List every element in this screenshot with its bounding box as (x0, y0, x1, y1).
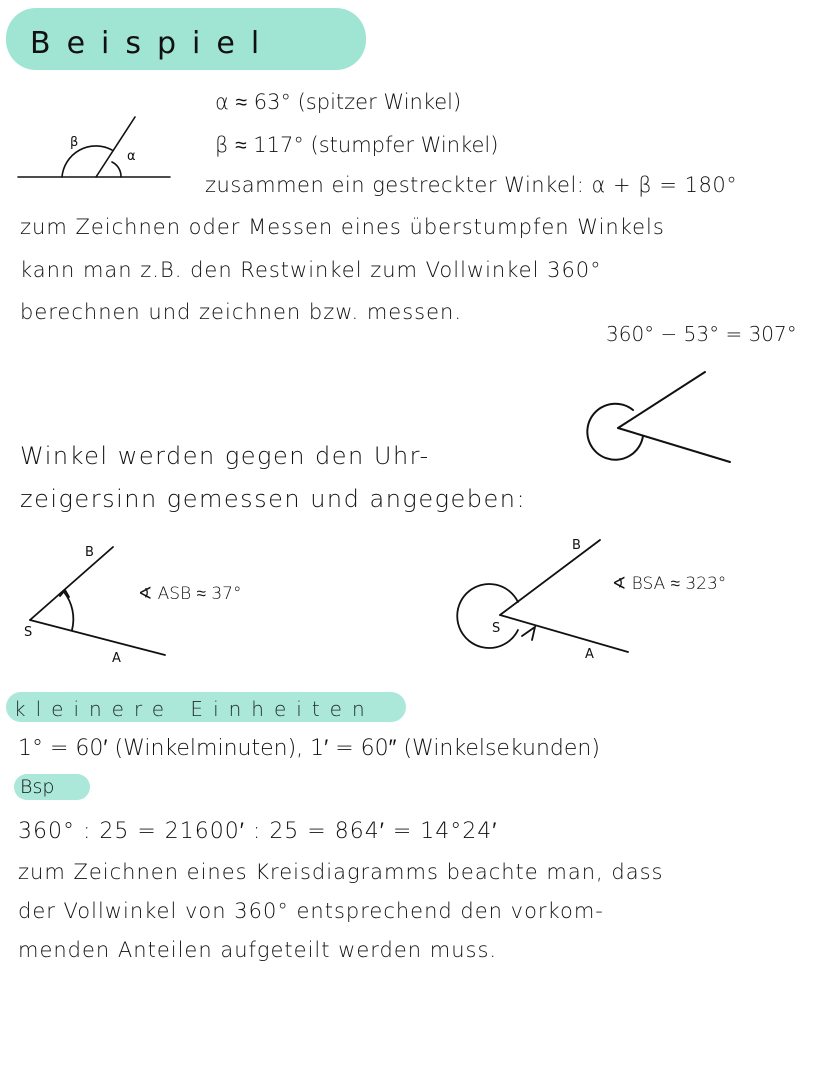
bsa-ray-b (500, 540, 600, 615)
asb-point-a: A (112, 651, 121, 666)
angle-asb-label: ∢ ASB ≈ 37° (138, 584, 242, 604)
straight-angle-figure (18, 117, 170, 177)
bsa-point-b: B (572, 538, 581, 553)
bsa-point-a: A (585, 647, 594, 662)
alpha-angle-text: α ≈ 63° (spitzer Winkel) (215, 90, 462, 114)
paragraph2-line3: menden Anteilen aufgeteilt werden muss. (18, 938, 498, 962)
beta-angle-text: β ≈ 117° (stumpfer Winkel) (215, 133, 499, 157)
alpha-symbol: α (127, 149, 136, 164)
paragraph2-line1: zum Zeichnen eines Kreisdiagramms beachte man, dass (18, 860, 664, 884)
paragraph1-line2: kann man z.B. den Restwinkel zum Vollwinkel 360° (20, 258, 602, 282)
angle-bsa-label: ∢ BSA ≈ 323° (612, 574, 727, 594)
reflex-arc (587, 404, 643, 460)
bsa-point-s: S (492, 621, 501, 636)
paragraph1-line3: berechnen und zeichnen bzw. messen. (20, 300, 462, 324)
paragraph1-line1: zum Zeichnen oder Messen eines überstumpfen Winkels (20, 215, 665, 239)
reflex-calculation: 360° − 53° = 307° (606, 322, 797, 346)
alpha-arc (112, 162, 121, 177)
page-title: Beispiel (30, 26, 276, 61)
division-calculation: 360° : 25 = 21600′ : 25 = 864′ = 14°24′ (18, 819, 498, 844)
reflex-ray-lower (618, 428, 730, 462)
orientation-line1: Winkel werden gegen den Uhr- (20, 442, 430, 470)
subheading: kleinere Einheiten (14, 697, 375, 721)
beta-symbol: β (70, 135, 79, 150)
units-definition: 1° = 60′ (Winkelminuten), 1′ = 60″ (Winkelsekunden) (18, 736, 600, 761)
angle-asb-figure (30, 547, 165, 655)
asb-point-b: B (85, 545, 94, 560)
reflex-ray-upper (618, 372, 705, 428)
straight-angle-text: zusammen ein gestreckter Winkel: α + β = 180° (205, 173, 738, 197)
orientation-line2: zeigersinn gemessen und angegeben: (20, 485, 527, 513)
bsa-ray-a (500, 615, 628, 652)
example-label: Bsp (20, 776, 55, 798)
beta-arc (62, 146, 112, 177)
paragraph2-line2: der Vollwinkel von 360° entsprechend den vorkom- (18, 899, 604, 923)
reflex-angle-figure (587, 372, 730, 462)
bsa-arc (457, 584, 518, 648)
bsa-arrow (522, 627, 535, 640)
asb-point-s: S (24, 625, 33, 640)
asb-ray-a (30, 620, 165, 655)
angle-bsa-figure (457, 540, 628, 652)
